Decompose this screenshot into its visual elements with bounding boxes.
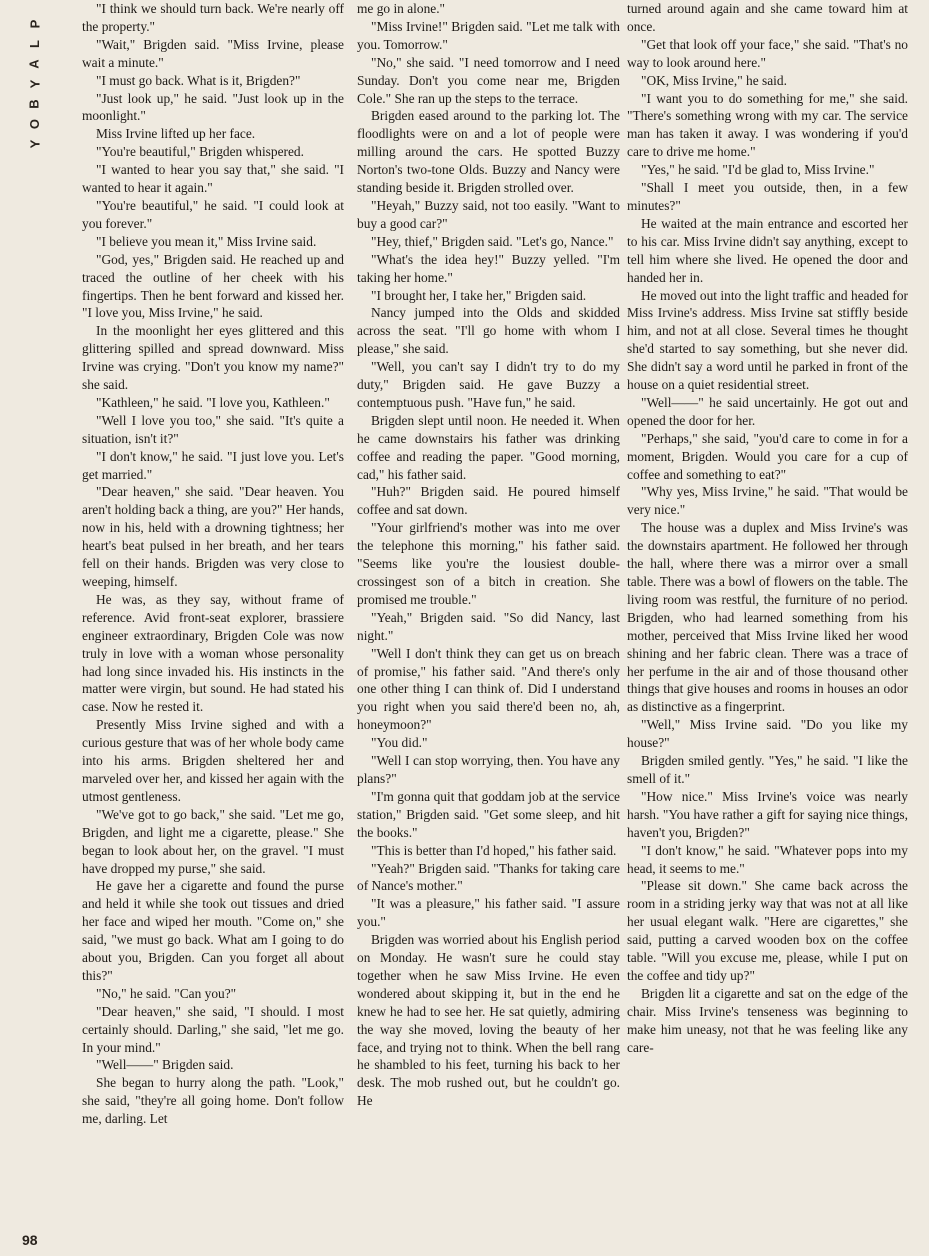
paragraph: "Well I can stop worrying, then. You have any plans?"	[357, 753, 620, 786]
text-column-1	[82, 0, 344, 1256]
paragraph: Brigden smiled gently. "Yes," he said. "I like the smell of it."	[627, 753, 908, 786]
paragraph: Brigden eased around to the parking lot. The floodlights were on and a lot of people were milling around the cars. He spotted Buzzy Norton's two-tone Olds. Buzzy and Nancy were standing beside it. Brigden strolled over.	[357, 108, 620, 196]
running-head-letter: Y	[26, 139, 42, 149]
paragraph: "You're beautiful," he said. "I could look at you forever."	[82, 197, 344, 231]
paragraph: "Well I don't think they can get us on breach of promise," his father said. "And there's only one other thing I can think of. Did I understand you right when you said there'd been no, ah, honeymoon?"	[357, 645, 620, 733]
paragraph: "I want you to do something for me," she said. "There's something wrong with my car. The service man has taken it away. I was wondering if you'd care to drive me home."	[627, 90, 908, 160]
paragraph: "I think we should turn back. We're nearly off the property."	[82, 1, 344, 34]
paragraph: "We've got to go back," she said. "Let me go, Brigden, and light me a cigarette, please." She began to look about her, on the gravel. "I must have dropped my purse," she said.	[82, 806, 344, 876]
paragraph: "Dear heaven," she said. "Dear heaven. You aren't holding back a thing, are you?" Her hands, now in his, held with a drowning tightness; her heart's beat pulsed in her breath, and her tears fell on their hands. Brigden was very close to weeping, himself.	[82, 484, 344, 589]
running-head-letter: A	[26, 59, 42, 69]
paragraph: "Well——" Brigden said.	[96, 1057, 234, 1073]
paragraph: "Well——" he said uncertainly. He got out and opened the door for her.	[627, 394, 908, 428]
paragraph: Presently Miss Irvine sighed and with a curious gesture that was of her whole body came into his arms. Brigden sheltered her and marveled over her, and kissed her again with the utmost gentleness.	[82, 717, 344, 804]
paragraph: He gave her a cigarette and found the purse and held it while she took out tissues and dried her face and wiped her mouth. "Come on," she said, "we must go back. What am I going to do about you, Brigden. Can you forget all about this?"	[82, 878, 344, 983]
running-head-letter: B	[26, 99, 42, 109]
paragraph: She began to hurry along the path. "Look," she said, "they're all going home. Don't follow me, darling. Let	[82, 1075, 344, 1127]
paragraph: "I'm gonna quit that goddam job at the service station," Brigden said. "Get some sleep, and hit the books."	[357, 788, 620, 840]
running-head	[20, 14, 50, 154]
paragraph: In the moonlight her eyes glittered and this glittering spilled and spread downward. Miss Irvine was crying. "Don't you know my name?" she said.	[82, 323, 344, 393]
paragraph: "You're beautiful," Brigden whispered.	[96, 144, 304, 160]
paragraph: "Why yes, Miss Irvine," he said. "That would be very nice."	[627, 484, 908, 518]
paragraph: "Your girlfriend's mother was into me over the telephone this morning," his father said. "Seems like you're the lousiest double-crossingest son of a bitch in creation. She promised me trouble."	[357, 520, 620, 607]
paragraph: "Yes," he said. "I'd be glad to, Miss Irvine."	[641, 162, 875, 178]
paragraph: Brigden lit a cigarette and sat on the edge of the chair. Miss Irvine's tenseness was beginning to make him uneasy, not that he was feeling like any care-	[627, 985, 908, 1055]
paragraph: "Dear heaven," she said, "I should. I most certainly should. Darling," she said, "let me go. In your mind."	[82, 1003, 344, 1055]
paragraph: "Perhaps," she said, "you'd care to come in for a moment, Brigden. Would you care for a cup of coffee and something to eat?"	[627, 430, 908, 482]
paragraph: "This is better than I'd hoped," his father said.	[371, 842, 617, 858]
paragraph: Brigden was worried about his English period on Monday. He wasn't sure he could stay together when he saw Miss Irvine. He even wondered about skipping it, but in the end he knew he had to see her. He sat quietly, admiring the way she moved, loving the beauty of her face, and trying not to think. When the bell rang he shambled to his feet, turning his back to her desk. The mob rushed out, but he couldn't go. He	[357, 932, 620, 1109]
paragraph: "What's the idea hey!" Buzzy yelled. "I'm taking her home."	[357, 251, 620, 285]
paragraph: "Kathleen," he said. "I love you, Kathleen."	[96, 394, 330, 410]
paragraph: "Heyah," Buzzy said, not too easily. "Want to buy a good car?"	[357, 197, 620, 231]
paragraph: "I don't know," he said. "I just love you. Let's get married."	[82, 448, 344, 482]
paragraph: "Wait," Brigden said. "Miss Irvine, please wait a minute."	[82, 36, 344, 70]
paragraph: "I believe you mean it," Miss Irvine said.	[96, 233, 317, 249]
paragraph: Brigden slept until noon. He needed it. When he came downstairs his father was drinking coffee and reading the paper. "Good morning, cad," his father said.	[357, 412, 620, 482]
paragraph: "I don't know," he said. "Whatever pops into my head, it seems to me."	[627, 842, 908, 876]
paragraph: "I brought her, I take her," Brigden said.	[371, 287, 587, 303]
paragraph: "Well," Miss Irvine said. "Do you like my house?"	[627, 717, 908, 751]
running-head-letter: O	[27, 118, 42, 130]
paragraph: "I wanted to hear you say that," she said. "I wanted to hear it again."	[82, 162, 344, 196]
paragraph: turned around again and she came toward him at once.	[627, 1, 908, 34]
paragraph: "No," she said. "I need tomorrow and I need Sunday. Don't you come near me, Brigden Cole." She ran up the steps to the terrace.	[357, 54, 620, 106]
paragraph: "Well I love you too," she said. "It's quite a situation, isn't it?"	[82, 412, 344, 446]
paragraph: "Yeah?" Brigden said. "Thanks for taking care of Nance's mother."	[357, 860, 620, 894]
paragraph: "Miss Irvine!" Brigden said. "Let me talk with you. Tomorrow."	[357, 18, 620, 52]
paragraph: He moved out into the light traffic and headed for Miss Irvine's address. Miss Irvine sat stiffly beside him, and not at all close. Several times he thought she'd started to say something, but she never did. She didn't say a word until he parked in front of the house on a quiet residential street.	[627, 287, 908, 393]
paragraph: "Huh?" Brigden said. He poured himself coffee and sat down.	[357, 484, 620, 518]
paragraph: He was, as they say, without frame of reference. Avid front-seat explorer, brassiere engineer extraordinary, Brigden Cole was now truly in love with a woman whose personality had long since invaded his. His instincts in the matter were virgin, but sound. He had stated his case. Now he rested it.	[82, 591, 344, 715]
paragraph: "No," he said. "Can you?"	[96, 985, 237, 1001]
paragraph: He waited at the main entrance and escorted her to his car. Miss Irvine didn't say anything, except to tell him where she lived. He opened the door and handed her in.	[627, 215, 908, 285]
paragraph: "Well, you can't say I didn't try to do my duty," Brigden said. He gave Buzzy a contemptuous push. "Have fun," he said.	[357, 359, 620, 410]
paragraph: Nancy jumped into the Olds and skidded across the seat. "I'll go home with whom I please," she said.	[357, 305, 620, 357]
paragraph: me go in alone."	[357, 1, 446, 16]
running-head-letter: Y	[26, 79, 42, 89]
paragraph: "It was a pleasure," his father said. "I assure you."	[357, 896, 620, 930]
paragraph: "Hey, thief," Brigden said. "Let's go, Nance."	[371, 233, 614, 249]
paragraph: "How nice." Miss Irvine's voice was nearly harsh. "You have rather a gift for saying nice things, haven't you, Brigden?"	[627, 788, 908, 840]
paragraph: "Get that look off your face," she said. "That's no way to look around here."	[627, 36, 908, 70]
paragraph: Miss Irvine lifted up her face.	[96, 126, 256, 142]
paragraph: "I must go back. What is it, Brigden?"	[96, 72, 301, 88]
paragraph: "Please sit down." She came back across the room in a striding jerky way that was not at all like her usual elegant walk. "Here are cigarettes," she said, putting a carved wooden box on the coffee table. "Will you excuse me, please, while I put on the coffee and tidy up?"	[627, 878, 908, 983]
paragraph: The house was a duplex and Miss Irvine's was the downstairs apartment. He followed her through the hall, where there was a mirror over a small table. There was a bowl of flowers on the table. The living room was restful, the furniture of no period. Brigden, who had learned something from his mother, perceived that Miss Irvine liked her wood shining and her fabric clean. There was a trace of her perfume in the air and of those thousand other things that give houses and rooms in houses an odor as distinctive as a fingerprint.	[627, 520, 908, 715]
running-head-letter: L	[26, 40, 42, 48]
running-head-letter: P	[26, 19, 42, 29]
paragraph: "OK, Miss Irvine," he said.	[641, 72, 787, 88]
page-number: 98	[22, 1232, 38, 1248]
paragraph: "God, yes," Brigden said. He reached up and traced the outline of her cheek with his fingertips. Then he bent forward and kissed her. "I love you, Miss Irvine," he said.	[82, 251, 344, 321]
paragraph: "You did."	[371, 735, 428, 751]
text-column-2	[357, 0, 620, 1256]
paragraph: "Just look up," he said. "Just look up in the moonlight."	[82, 90, 344, 124]
paragraph: "Yeah," Brigden said. "So did Nancy, last night."	[357, 609, 620, 643]
text-column-3	[627, 0, 908, 1256]
paragraph: "Shall I meet you outside, then, in a few minutes?"	[627, 180, 908, 213]
